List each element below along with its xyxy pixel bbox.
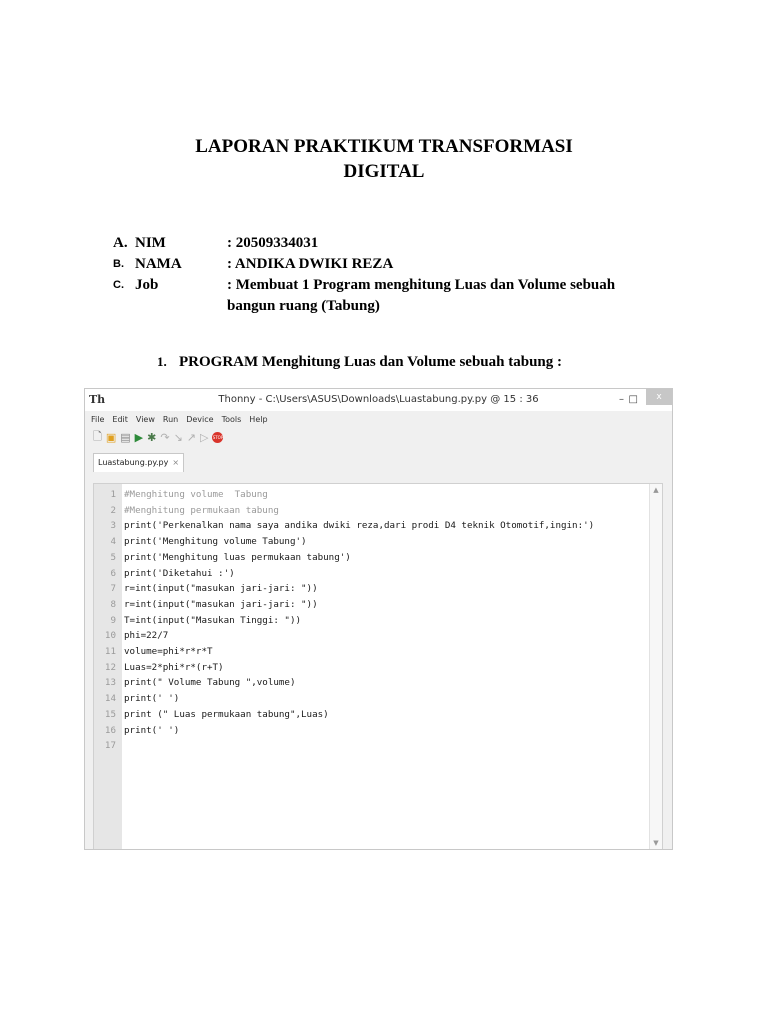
close-button[interactable]: x [646,389,672,405]
section-text: PROGRAM Menghitung Luas dan Volume sebuah tabung : [179,354,563,370]
scroll-up-icon[interactable]: ▲ [653,486,659,494]
info-row-nama [113,254,673,275]
line-number: 2 [110,504,116,516]
code-text: r=int(input("masukan jari-jari: ")) [124,583,318,595]
minimize-button[interactable]: – [619,394,624,405]
info-marker: A. [113,235,128,251]
tab-label: Luastabung.py.py [98,458,169,467]
info-row-nim [113,233,673,254]
menu-item-tools[interactable]: Tools [221,414,242,424]
document-title-line-1: LAPORAN PRAKTIKUM TRANSFORMASI [195,136,573,157]
thonny-window [84,388,673,850]
code-text: T=int(input("Masukan Tinggi: ")) [124,614,302,626]
line-number: 17 [104,740,116,752]
code-line[interactable] [94,644,662,660]
resume-icon[interactable]: ▷ [200,430,209,444]
code-text: print(' ') [124,724,180,736]
code-text: print(' ') [124,693,180,705]
code-text: print(" Volume Tabung ",volume) [124,677,296,689]
info-label: Job [135,277,159,293]
save-icon[interactable]: ▤ [120,430,131,444]
code-line[interactable] [94,675,662,691]
stop-icon[interactable]: STOP [212,432,223,443]
code-line[interactable] [94,660,662,676]
section-number: 1. [157,354,167,369]
menu-item-device[interactable]: Device [186,414,214,424]
code-text: print('Diketahui :') [124,567,235,579]
step-out-icon[interactable]: ↗ [186,430,197,444]
info-label: NIM [135,235,166,251]
code-line[interactable] [94,738,662,754]
line-number: 8 [110,598,116,610]
line-number: 7 [110,583,116,595]
menu-item-help[interactable]: Help [249,414,268,424]
run-icon[interactable]: ▶ [134,430,144,444]
document-title-line-2: DIGITAL [343,161,425,182]
info-marker: C. [113,279,124,291]
debug-icon[interactable]: ✱ [147,430,157,444]
info-value: : Membuat 1 Program menghitung Luas dan Volume sebuah bangun ruang (Tabung) [227,277,616,314]
line-number: 14 [104,693,116,705]
code-line[interactable] [94,628,662,644]
line-number: 10 [104,630,116,642]
info-value: : 20509334031 [227,235,319,251]
line-number: 16 [104,724,116,736]
code-line[interactable] [94,550,662,566]
code-text: volume=phi*r*r*T [124,646,213,657]
editor-tabs [85,451,672,471]
menu-item-run[interactable]: Run [162,414,179,424]
code-line[interactable] [94,534,662,550]
code-text: r=int(input("masukan jari-jari: ")) [124,598,318,610]
code-text: #Menghitung volume Tabung [124,489,268,500]
code-line[interactable] [94,487,662,503]
menu-item-file[interactable]: File [91,414,105,424]
line-number: 3 [110,520,116,532]
code-line[interactable] [94,613,662,629]
line-number: 5 [110,551,116,563]
menu-item-edit[interactable]: Edit [112,414,128,424]
thonny-app-icon: Th [89,393,106,406]
section-heading [157,352,717,372]
code-text: print('Menghitung luas permukaan tabung') [124,551,351,563]
code-editor[interactable] [93,483,663,850]
window-titlebar[interactable] [85,389,672,411]
document-title [0,134,768,184]
info-marker: B. [113,258,124,270]
line-number: 9 [110,614,116,626]
line-number: 12 [104,661,116,673]
scroll-down-icon[interactable]: ▼ [653,839,659,847]
code-text: phi=22/7 [124,630,169,642]
step-over-icon[interactable]: ↷ [160,430,170,444]
info-row-job [113,275,673,317]
line-number: 15 [104,708,116,720]
code-line[interactable] [94,518,662,534]
code-line[interactable] [94,691,662,707]
code-line[interactable] [94,503,662,519]
code-line[interactable] [94,707,662,723]
code-text: print('Perkenalkan nama saya andika dwiki reza,dari prodi D4 teknik Otomotif,ingin:') [124,520,595,532]
code-line[interactable] [94,581,662,597]
code-text: #Menghitung permukaan tabung [124,504,279,516]
maximize-button[interactable]: □ [628,394,638,405]
code-text: print (" Luas permukaan tabung",Luas) [124,708,329,720]
tab-luastabung[interactable] [93,453,184,472]
code-line[interactable] [94,566,662,582]
toolbar [85,427,672,447]
open-folder-icon[interactable]: ▣ [105,430,117,444]
code-text: Luas=2*phi*r*(r+T) [124,661,224,673]
line-number: 1 [110,489,116,500]
window-title: Thonny - C:\Users\ASUS\Downloads\Luastabung.py.py @ 15 : 36 [218,394,539,405]
line-number: 11 [104,646,116,657]
student-info [113,233,673,317]
line-number: 6 [110,567,116,579]
line-number: 13 [104,677,116,689]
info-value: : ANDIKA DWIKI REZA [227,256,394,272]
tab-close-icon[interactable]: × [172,458,180,467]
code-line[interactable] [94,723,662,739]
code-line[interactable] [94,597,662,613]
info-label: NAMA [135,256,182,272]
code-text: print('Menghitung volume Tabung') [124,536,307,548]
menu-item-view[interactable]: View [135,414,155,424]
new-file-icon[interactable]: 🗋 [93,429,102,443]
menu-bar [85,411,672,427]
line-number: 4 [110,536,116,548]
step-into-icon[interactable]: ↘ [173,430,183,444]
